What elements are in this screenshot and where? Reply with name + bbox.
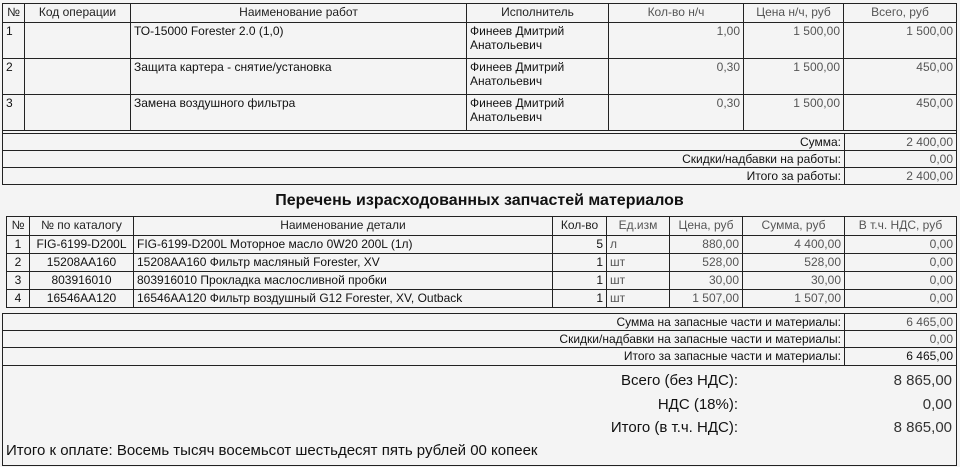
payment-in-words: Итого к оплате: Восемь тысяч восемьсот шестьдесят пять рублей 00 копеек [6, 442, 538, 459]
parts-summary-value: 6 465,00 [844, 313, 957, 331]
works-summary-label: Сумма: [2, 133, 845, 151]
works-row-executor-line2: Анатольевич [470, 110, 543, 124]
parts-discount-value: 0,00 [844, 330, 957, 348]
works-row-executor-line1: Финеев Дмитрий [470, 24, 565, 38]
works-row-code [24, 94, 131, 131]
works-row-total: 450,00 [843, 94, 957, 131]
parts-row-num: 1 [6, 235, 30, 254]
parts-header-sum: Сумма, руб [742, 216, 845, 236]
parts-summary-label: Сумма на запасные части и материалы: [2, 313, 845, 331]
parts-row-name: FIG-6199-D200L Моторное масло 0W20 200L (1л) [133, 235, 553, 254]
works-header-qty: Кол-во н/ч [608, 3, 744, 23]
parts-header-unit: Ед.изм [606, 216, 670, 236]
works-row-executor [466, 58, 609, 95]
works-row-qty: 1,00 [608, 22, 744, 59]
works-row-executor-line2: Анатольевич [470, 74, 543, 88]
works-row-name: ТО-15000 Forester 2.0 (1,0) [130, 22, 467, 59]
total-no-vat-value: 8 865,00 [893, 372, 952, 389]
works-row-executor [466, 22, 609, 59]
works-row-code [24, 58, 131, 95]
works-row-num: 3 [2, 94, 25, 131]
works-row-name: Замена воздушного фильтра [130, 94, 467, 131]
works-row-num: 2 [2, 58, 25, 95]
works-row-executor [466, 94, 609, 131]
works-row-price: 1 500,00 [743, 58, 844, 95]
parts-header-name: Наименование детали [133, 216, 553, 236]
parts-row-unit: шт [606, 289, 670, 308]
parts-row-sum: 4 400,00 [742, 235, 845, 254]
parts-row-num: 4 [6, 289, 30, 308]
total-no-vat-label: Всего (без НДС): [621, 372, 738, 389]
parts-row-vat: 0,00 [844, 235, 957, 254]
parts-row-name: 16546AA120 Фильтр воздушный G12 Forester, XV, Outback [133, 289, 553, 308]
parts-section-title: Перечень израсходованных запчастей материалов [275, 192, 684, 209]
parts-row-name: 803916010 Прокладка маслосливной пробки [133, 271, 553, 290]
total-with-vat-value: 8 865,00 [893, 419, 952, 436]
parts-row-catalog: 803916010 [29, 271, 134, 290]
works-row-code [24, 22, 131, 59]
parts-row-price: 30,00 [669, 271, 743, 290]
parts-row-unit: шт [606, 253, 670, 272]
parts-row-price: 1 507,00 [669, 289, 743, 308]
parts-total-value: 6 465,00 [844, 347, 957, 366]
works-row-executor-line1: Финеев Дмитрий [470, 96, 565, 110]
parts-row-qty: 1 [552, 289, 607, 308]
parts-discount-label: Скидки/надбавки на запасные части и материалы: [2, 330, 845, 348]
works-header-executor: Исполнитель [466, 3, 609, 23]
parts-row-qty: 1 [552, 253, 607, 272]
vat-value: 0,00 [922, 396, 952, 413]
parts-row-price: 528,00 [669, 253, 743, 272]
parts-row-qty: 1 [552, 271, 607, 290]
works-row-executor-line1: Финеев Дмитрий [470, 60, 565, 74]
works-row-price: 1 500,00 [743, 94, 844, 131]
works-discount-value: 0,00 [844, 150, 957, 168]
works-header-code: Код операции [24, 3, 131, 23]
parts-row-vat: 0,00 [844, 253, 957, 272]
parts-row-catalog: 16546AA120 [29, 289, 134, 308]
works-header-name: Наименование работ [130, 3, 467, 23]
works-discount-label: Скидки/надбавки на работы: [2, 150, 845, 168]
works-row-num: 1 [2, 22, 25, 59]
parts-row-unit: шт [606, 271, 670, 290]
works-row-total: 1 500,00 [843, 22, 957, 59]
works-total-value: 2 400,00 [844, 167, 957, 185]
parts-row-name: 15208AA160 Фильтр масляный Forester, XV [133, 253, 553, 272]
parts-header-catalog: № по каталогу [29, 216, 134, 236]
works-row-name: Защита картера - снятие/установка [130, 58, 467, 95]
parts-row-price: 880,00 [669, 235, 743, 254]
parts-row-sum: 1 507,00 [742, 289, 845, 308]
vat-label: НДС (18%): [657, 396, 738, 413]
parts-row-catalog: FIG-6199-D200L [29, 235, 134, 254]
works-row-executor-line2: Анатольевич [470, 38, 543, 52]
parts-row-sum: 528,00 [742, 253, 845, 272]
works-total-label: Итого за работы: [2, 167, 845, 185]
works-row-qty: 0,30 [608, 58, 744, 95]
parts-header-price: Цена, руб [669, 216, 743, 236]
parts-row-qty: 5 [552, 235, 607, 254]
parts-row-unit: л [606, 235, 670, 254]
parts-row-vat: 0,00 [844, 289, 957, 308]
parts-header-num: № [6, 216, 30, 236]
total-with-vat-label: Итого (в т.ч. НДС): [610, 419, 738, 436]
works-header-price: Цена н/ч, руб [743, 3, 844, 23]
parts-header-qty: Кол-во [552, 216, 607, 236]
parts-row-num: 3 [6, 271, 30, 290]
parts-row-vat: 0,00 [844, 271, 957, 290]
works-header-num: № [2, 3, 25, 23]
parts-total-label: Итого за запасные части и материалы: [2, 347, 845, 366]
parts-header-vat: В т.ч. НДС, руб [844, 216, 957, 236]
works-row-total: 450,00 [843, 58, 957, 95]
works-summary-value: 2 400,00 [844, 133, 957, 151]
works-row-qty: 0,30 [608, 94, 744, 131]
parts-row-sum: 30,00 [742, 271, 845, 290]
parts-row-num: 2 [6, 253, 30, 272]
works-header-total: Всего, руб [843, 3, 957, 23]
parts-row-catalog: 15208AA160 [29, 253, 134, 272]
works-row-price: 1 500,00 [743, 22, 844, 59]
